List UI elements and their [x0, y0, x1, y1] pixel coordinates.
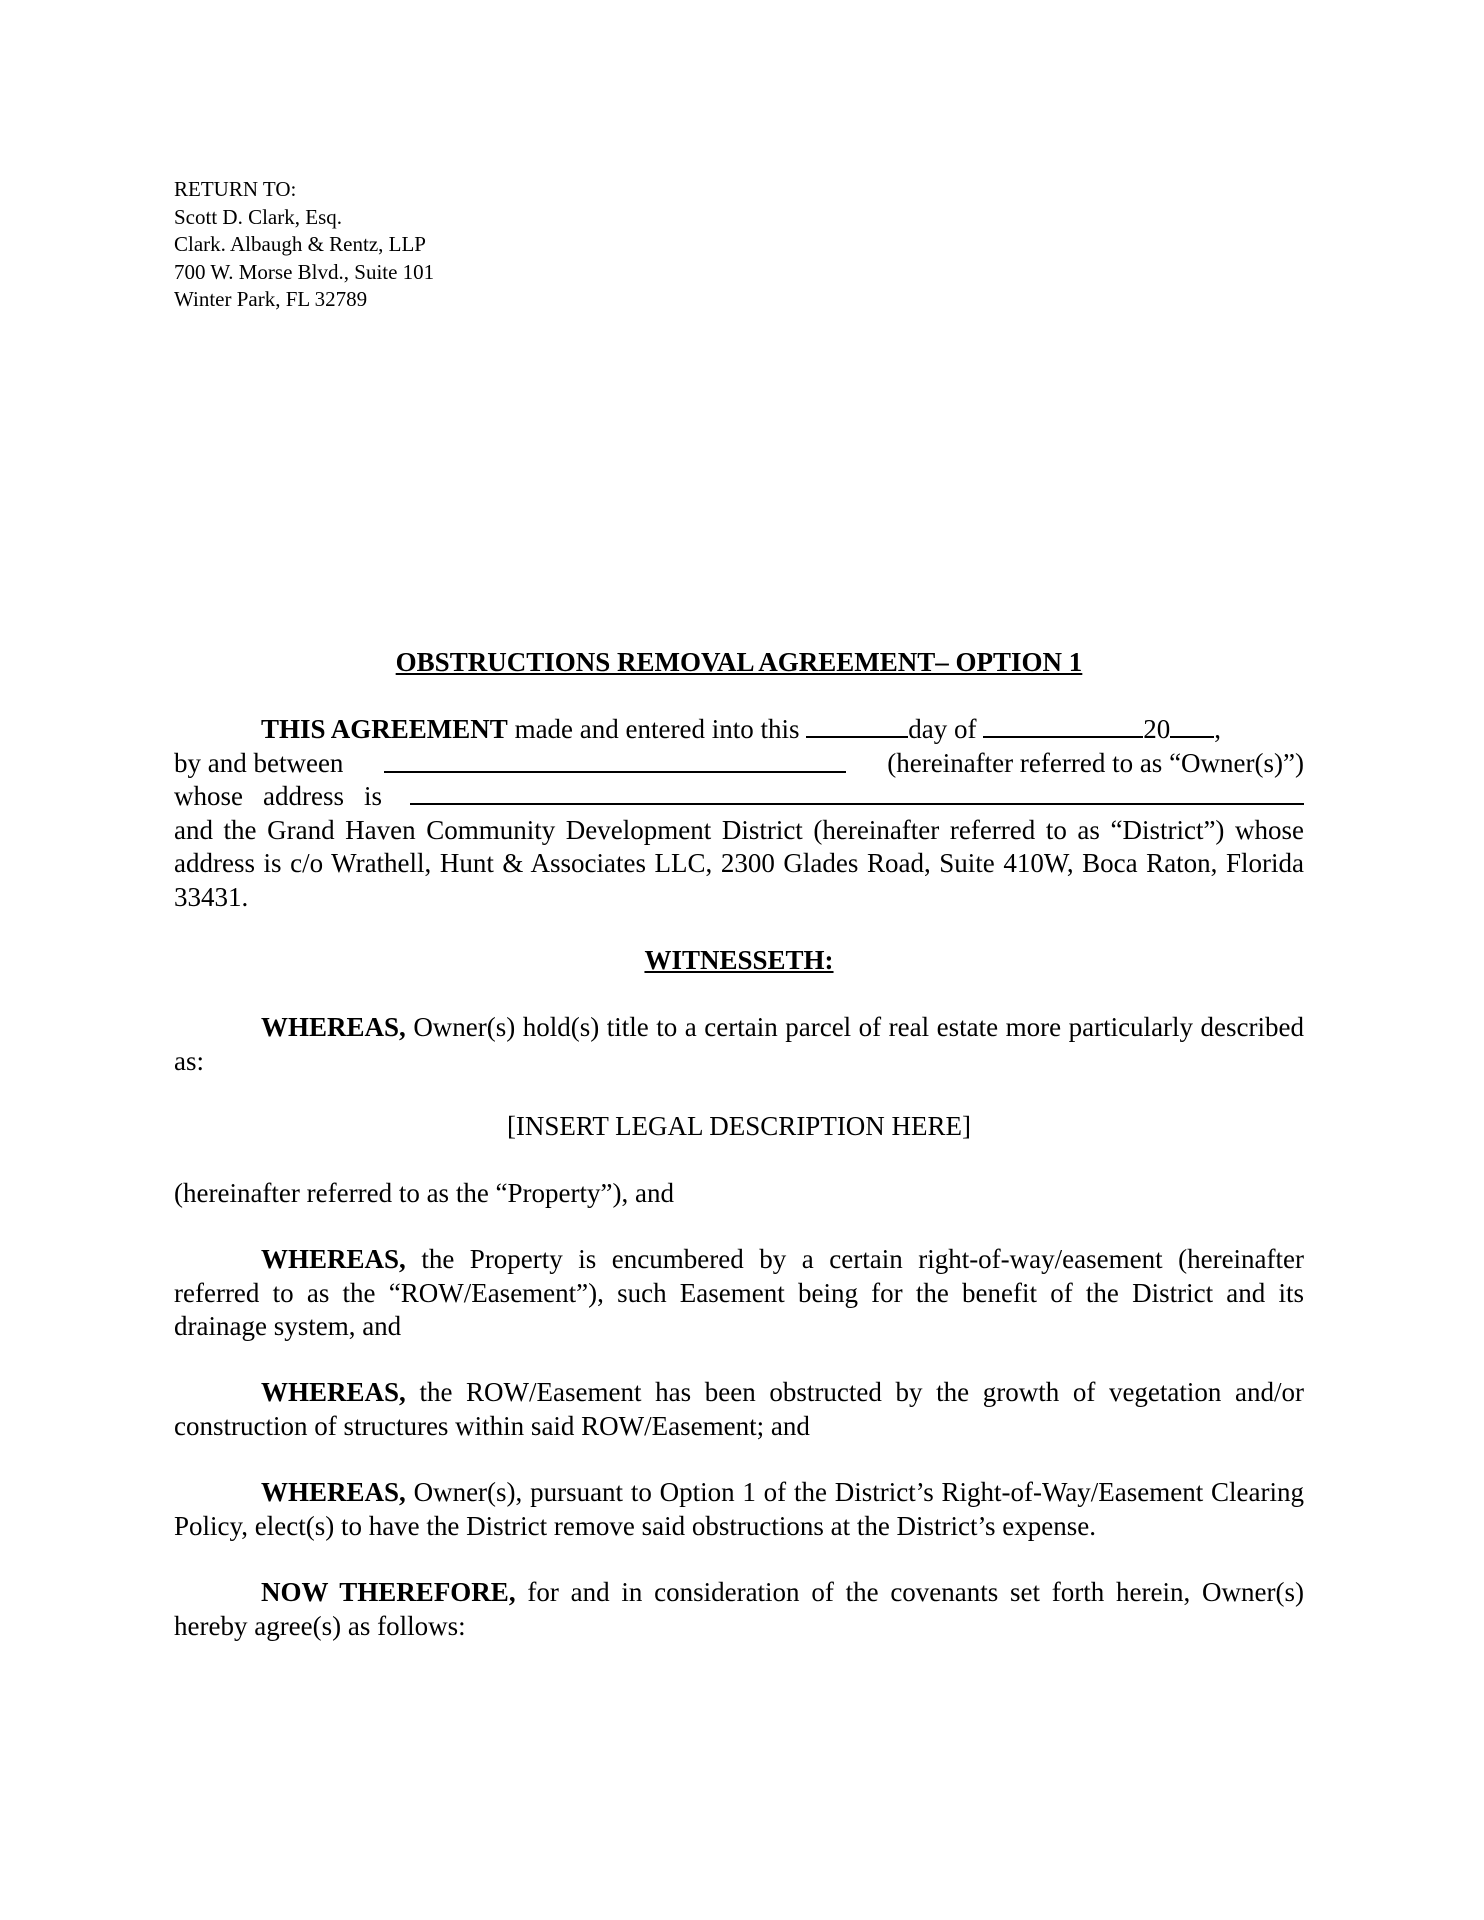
day-blank[interactable] [806, 714, 908, 738]
now-therefore-text: for and in consideration of the covenants set forth herein, Owner(s) hereby agree(s) as follows: [174, 1577, 1304, 1641]
intro-by-and-between: by and between [174, 747, 344, 778]
return-to-name: Scott D. Clark, Esq. [174, 204, 342, 229]
whereas-1-lead: WHEREAS, [261, 1012, 406, 1042]
legal-description-placeholder: [INSERT LEGAL DESCRIPTION HERE] [506, 1111, 972, 1141]
owner-name-blank[interactable] [384, 749, 846, 773]
whereas-4-lead: WHEREAS, [261, 1477, 406, 1507]
whereas-3-lead: WHEREAS, [261, 1377, 406, 1407]
intro-district-line: and the Grand Haven Community Development District (hereinafter referred to as “District”) whose address is c/o Wrathell, Hunt & Associates LLC, 2300 Glades Road, Suite 410W, Boca Raton, Florida 33431. [174, 814, 1304, 912]
intro-address: address [263, 781, 344, 811]
intro-paragraph [174, 713, 1304, 914]
intro-line-1 [174, 713, 1304, 747]
now-therefore-lead: NOW THEREFORE, [261, 1577, 516, 1607]
intro-made: made and entered into this [514, 714, 800, 744]
whereas-paragraph-3 [174, 1376, 1304, 1443]
document-title: OBSTRUCTIONS REMOVAL AGREEMENT– OPTION 1 [395, 647, 1083, 677]
return-to-street: 700 W. Morse Blvd., Suite 101 [174, 259, 435, 284]
property-reference: (hereinafter referred to as the “Property”), and [174, 1178, 674, 1208]
intro-whose: whose [174, 781, 243, 811]
whereas-4-text: Owner(s), pursuant to Option 1 of the District’s Right-of-Way/Easement Clearing Policy, elect(s) to have the District remove said obstructions at the District’s expense. [174, 1477, 1304, 1541]
intro-lead: THIS AGREEMENT [261, 714, 508, 744]
whereas-2-lead: WHEREAS, [261, 1244, 406, 1274]
intro-is: is [363, 781, 382, 811]
whereas-paragraph-1 [174, 1011, 1304, 1078]
return-to-heading: RETURN TO: [174, 177, 297, 201]
whereas-1-text: Owner(s) hold(s) title to a certain parcel of real estate more particularly described as: [174, 1012, 1304, 1076]
intro-line-3 [174, 780, 1304, 814]
owner-address-blank[interactable] [410, 781, 1304, 805]
whereas-3-text: the ROW/Easement has been obstructed by the growth of vegetation and/or construction of structures within said ROW/Easement; and [174, 1377, 1305, 1441]
whereas-paragraph-4 [174, 1476, 1304, 1543]
intro-year-prefix: 20 [1143, 714, 1171, 744]
year-blank[interactable] [1170, 714, 1214, 738]
whereas-paragraph-2 [174, 1243, 1304, 1344]
now-therefore-paragraph [174, 1576, 1304, 1643]
month-blank[interactable] [983, 714, 1143, 738]
intro-year-suffix: , [1214, 714, 1221, 744]
intro-day-of: day of [908, 714, 977, 744]
intro-line-2 [174, 747, 1304, 781]
witnesseth-heading: WITNESSETH: [644, 945, 834, 975]
return-to-city: Winter Park, FL 32789 [174, 287, 368, 311]
return-to-block [174, 176, 434, 314]
whereas-2-text: the Property is encumbered by a certain right-of-way/easement (hereinafter referred to as the “ROW/Easement”), such Easement being for the benefit of the District and its drainage system, and [174, 1244, 1305, 1341]
intro-owner-ref: (hereinafter referred to as “Owner(s)”) [887, 747, 1304, 778]
return-to-firm: Clark. Albaugh & Rentz, LLP [174, 232, 426, 256]
